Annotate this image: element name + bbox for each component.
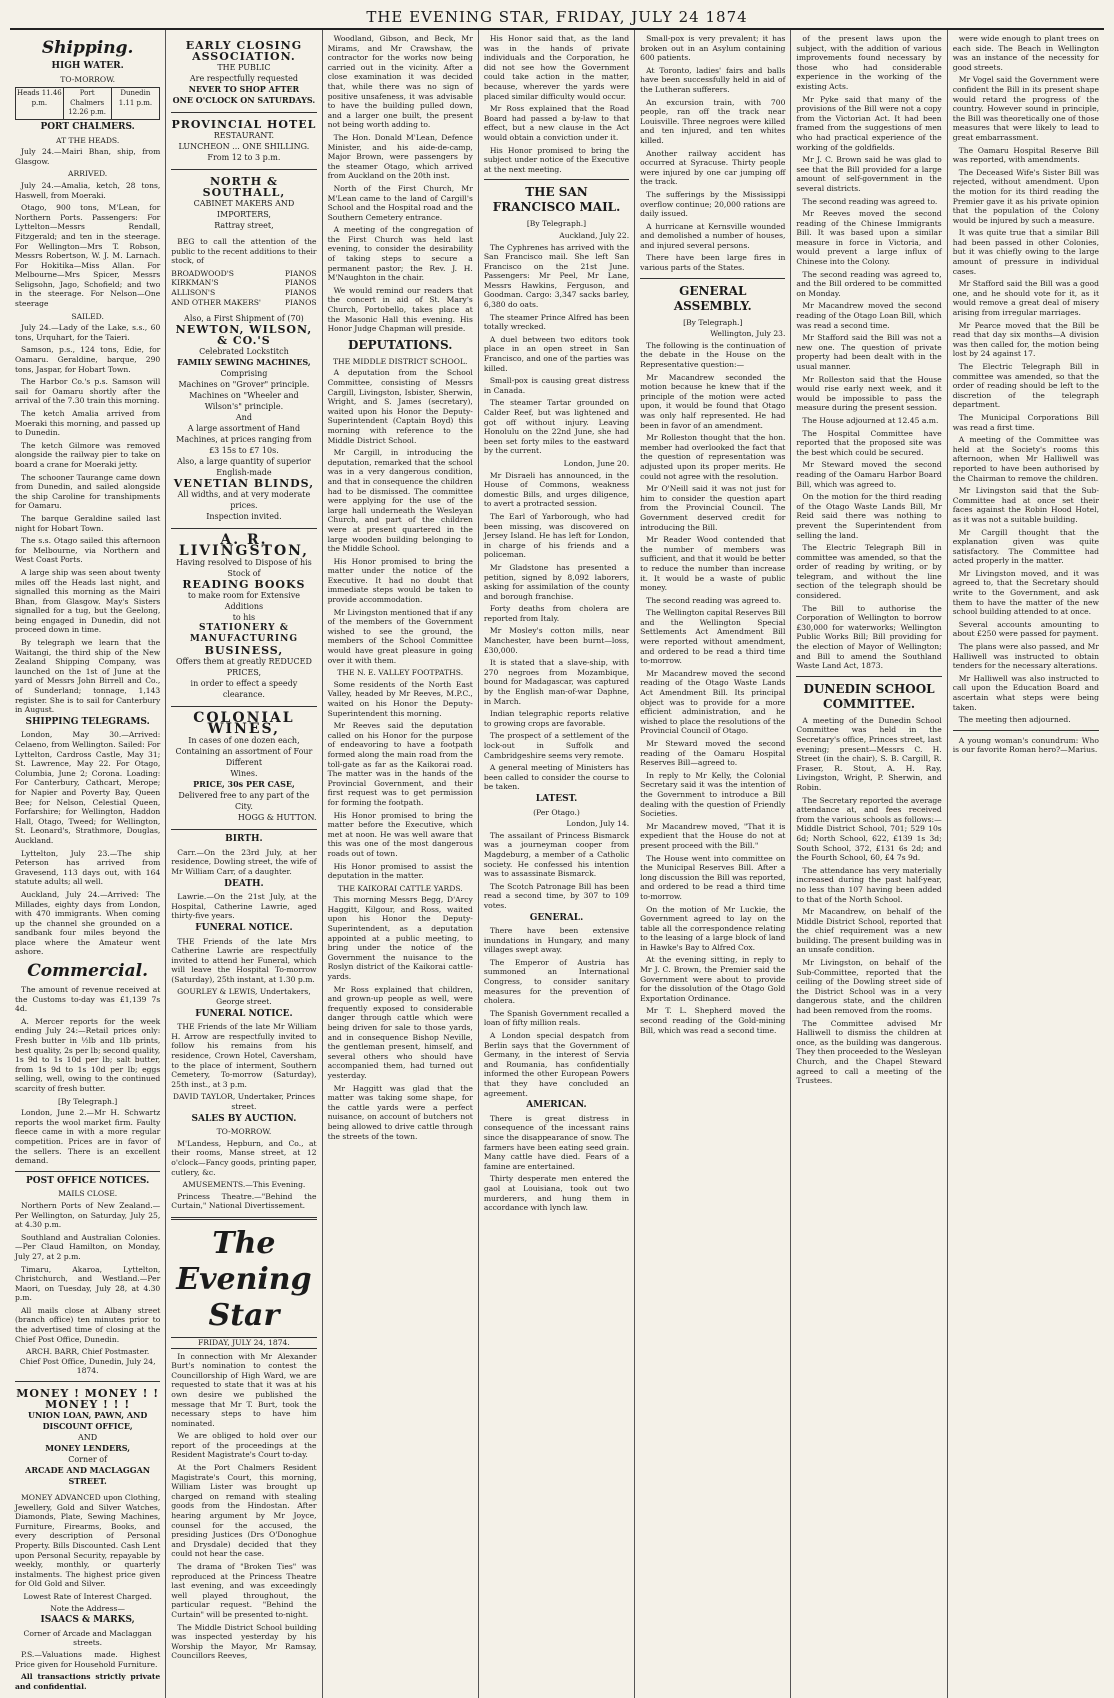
cattle-heading: THE KAIKORAI CATTLE YARDS. xyxy=(337,883,463,893)
clearance: in order to effect a speedy clearance. xyxy=(190,679,298,700)
family-machines: FAMILY SEWING MACHINES, xyxy=(177,357,311,368)
paragraph: The Wellington capital Reserves Bill and the Wellington Special Settlements Act Amendment Bill were reported without amendment, and ordered to be read a third time to-morrow. xyxy=(640,608,786,666)
assortment: A large assortment of Hand Machines, at prices ranging from £3 15s to £7 10s. xyxy=(176,424,312,456)
paragraph: His Honor promised to bring the matter under the notice of the Executive. It had no doubt that immediate steps would be taken to provide accommodation. xyxy=(327,556,473,605)
rattray: Rattray street, xyxy=(214,221,274,230)
paragraph: MONEY ADVANCED upon Clothing, Jewellery, Gold and Silver Watches, Diamonds, Plate, Sewing Machines, Furniture, Firearms, Books, and every description of Personal Property. Bills Discounted. Cash Lent upon Personal Security, repayable by weekly, monthly, or quarterly instalments. The highest price given for Old Gold and Silver. xyxy=(15,1493,161,1589)
hours: From 12 to 3 p.m. xyxy=(207,153,281,162)
paragraph: Mr Livingston, on behalf of the Sub-Committee, reported that the ceiling of the Dowling street side of the District School was in a very dangerous state, and the children had been removed from the rooms. xyxy=(796,958,942,1016)
paragraph: The sufferings by the Mississippi overflow continue; 20,000 rations are daily issued. xyxy=(640,189,786,219)
paragraph: Indian telegraphic reports relative to growing crops are favorable. xyxy=(483,709,630,728)
paragraph: July 24.—Amalia, ketch, 28 tons, Haswell, from Moeraki. xyxy=(15,180,161,200)
paragraph: Mr Steward moved the second reading of the Oamaru Hospital Reserves Bill—agreed to. xyxy=(640,739,786,768)
paragraph: The ketch Amalia arrived from Moeraki this morning, and passed up to Dunedin. xyxy=(15,409,161,438)
paragraph: It is stated that a slave-ship, with 270 negroes from Mozambique, bound for Madagascar, was captured by the English man-of-war Daphne, in March. xyxy=(483,658,630,706)
paragraph: Mr Reader Wood contended that the number of members was sufficient, and that it would be better to reduce the number than increase it. It would be a waste of public money. xyxy=(640,535,786,593)
paragraph: On the motion for the third reading of the Otago Waste Lands Bill, Mr Reid said there was nothing to prevent the Superintendent from selling the land. xyxy=(796,492,942,540)
paragraph: The second reading was agreed to. xyxy=(802,196,938,206)
paragraph: Northern Ports of New Zealand.—Per Wellington, on Saturday, July 25, at 4.30 p.m. xyxy=(15,1200,161,1230)
paragraph: London, June 2.—Mr H. Schwartz reports the wool market firm. Faulty fleece came in with a more regular competition. Prices are in favor of the sellers. There is an excellent demand. xyxy=(15,1108,161,1166)
paragraph: The Municipal Corporations Bill was read a first time. xyxy=(952,412,1099,432)
colonial-wines: COLONIAL WINES, xyxy=(193,710,295,738)
widths: All widths, and at very moderate prices. xyxy=(177,490,311,511)
amusements: AMUSEMENTS.—This Evening. xyxy=(182,1180,306,1190)
paragraph: Mr Mosley's cotton mills, near Manchester, have been burnt—loss, £30,000. xyxy=(483,626,630,655)
paragraph: of the present laws upon the subject, with the addition of various improvements found necessary by those who had considerable experience in the working of the existing Acts. xyxy=(796,34,942,91)
paragraph: Some residents of the North East Valley, headed by Mr Reeves, M.P.C., waited on his Honor the Deputy-Superintendent this morning. xyxy=(327,679,473,718)
respect: Are respectfully requested xyxy=(189,74,298,83)
tide-dunedin: Dunedin 1.11 p.m. xyxy=(118,89,153,107)
death-heading: DEATH. xyxy=(224,878,264,889)
paragraph: The Oamaru Hospital Reserve Bill was reported, with amendments. xyxy=(952,145,1099,165)
sf-mail-heading: THE SAN FRANCISCO MAIL. xyxy=(492,185,621,215)
dateline: FRIDAY, JULY 24, 1874. xyxy=(171,1337,316,1349)
paragraph: At the Port Chalmers Resident Magistrate's Court, this morning, William Lister was brought up charged on remand with stealing goods from the Hindostan. After hearing argument by Mr Joyce, counsel for the accused, the presiding Justices (Drs O'Donoghue and Drysdale) decided that they could not hear the case. xyxy=(171,1463,317,1559)
at-heads-label: AT THE HEADS. xyxy=(56,135,120,145)
paragraph: Mr Livingston moved, and it was agreed to, that the Secretary should write to the Government, and ask them to have the matter of the new school building attended to at once. xyxy=(952,568,1099,617)
paragraph: A deputation from the School Committee, consisting of Messrs Cargill, Livingston, Isbister, Sherwin, Wright, and S. James (secretary), waited upon his Honor the Deputy-Superintendent (Captain Boyd) this morning with reference to the Middle District School. xyxy=(327,368,473,445)
divider xyxy=(171,829,316,830)
valley-heading: THE N. E. VALLEY FOOTPATHS. xyxy=(337,668,464,678)
early-closing-heading: EARLY CLOSING ASSOCIATION. xyxy=(185,39,303,63)
paragraph: The attendance has very materially increased during the past half-year, no less than 107 having been added to that of the North School. xyxy=(796,865,942,904)
paragraph: The Scotch Patronage Bill has been read a second time, by 307 to 109 votes. xyxy=(483,881,630,910)
paragraph: The Spanish Government recalled a loan of fifty million reals. xyxy=(483,1008,630,1028)
committee-heading: DUNEDIN SCHOOL COMMITTEE. xyxy=(803,681,935,711)
divider xyxy=(15,1381,160,1382)
paragraph: There is great distress in consequence of the incessant rains since the disappearance of snow. The farmers have been eating seed grain. Many cattle have died. Fears of a famine are entertained. xyxy=(483,1113,630,1171)
comprising: Comprising xyxy=(220,369,268,379)
paragraph: The steamer Tartar grounded on Calder Reef, but was lightened and got off without injury. Leaving Honolulu on the 22nd June, she had been set forty miles to the eastward by the current. xyxy=(483,398,630,456)
latest-heading: LATEST. xyxy=(535,793,578,804)
paragraph: The steamer Prince Alfred has been totally wrecked. xyxy=(483,312,630,332)
paragraph: The Bill to authorise the Corporation of Wellington to borrow £30,000 for waterworks; Wellington Public Works Bill; Bill providing for the election of Mayor of Wellington; and Bill to amend the Southland Waste Land Act, 1873. xyxy=(796,603,942,671)
by-telegraph-label: [By Telegraph.] xyxy=(526,219,587,229)
paragraph: A hurricane at Kernsville wounded and demolished a number of houses, and injured several persons. xyxy=(640,221,786,250)
paragraph: The s.s. Otago sailed this afternoon for Melbourne, via Northern and West Coast Ports. xyxy=(15,536,161,565)
piano-row xyxy=(171,269,316,279)
reading-books: READING BOOKS xyxy=(182,578,306,592)
high-water-heading: HIGH WATER. xyxy=(51,61,124,71)
money-lenders: MONEY LENDERS, xyxy=(45,1443,130,1454)
paragraph: Lawrie.—On the 21st July, at the Hospital, Catherine Lawrie, aged thirty-five years. xyxy=(171,892,317,921)
early-closing-ad xyxy=(171,40,316,106)
venetian-blinds: VENETIAN BLINDS, xyxy=(173,477,315,491)
paragraph: Mr Disraeli has announced, in the House of Commons, weakness domestic Bills, and urges diligence, to avert a protracted session. xyxy=(483,470,630,509)
paragraph: The Hospital Committee have reported that the proposed site was the best which could be secured. xyxy=(796,428,942,457)
provincial-hotel: PROVINCIAL HOTEL xyxy=(171,118,317,131)
column-3 xyxy=(323,30,479,1698)
funeral-heading: FUNERAL NOTICE. xyxy=(195,922,293,933)
paragraph: A general meeting of Ministers has been called to consider the course to be taken. xyxy=(483,763,630,792)
paragraph: Woodland, Gibson, and Beck, Mr Mirams, and Mr Crawshaw, the contractor for the works now being carried out in the vicinity. After a close examination it was decided that, while there was no sign of positive unsafeness, it was advisable to have the building pulled down, and a larger one built, the present not being worth adding to. xyxy=(327,34,473,130)
paragraph: Mr Stafford said the Bill was a good one, and he should vote for it, as it would remove a great deal of misery arising from irregular marriages. xyxy=(952,279,1099,318)
paragraph: Mr Macandrew, on behalf of the Middle District School, reported that the chief requirement was a new building. The present building was in an unsafe condition. xyxy=(796,907,942,955)
by-telegraph-label: [By Telegraph.] xyxy=(683,317,743,327)
general-heading: GENERAL. xyxy=(529,912,584,923)
shipping-telegrams-heading: SHIPPING TELEGRAMS. xyxy=(25,716,150,727)
paragraph: Mr Reeves said the deputation called on his Honor for the purpose of endeavoring to have a footpath formed along the main road from the toll-gate as far as the Kaikorai road. The matter was in the hands of the Provincial Government, and their first request was to get permission for forming the footpath. xyxy=(327,721,473,807)
paragraph: The meeting then adjourned. xyxy=(958,715,1071,725)
cabinet-ad xyxy=(171,176,316,231)
paragraph: On the motion of Mr Luckie, the Government agreed to lay on the table all the correspondence relating to the leasing of a large block of land in Hawke's Bay to Alfred Cox. xyxy=(640,904,786,952)
dateline-london: London, June 20. xyxy=(563,458,630,468)
divider xyxy=(171,112,316,113)
paragraph: The second reading was agreed to. xyxy=(646,595,782,605)
paragraph: Mr Pearce moved that the Bill be read that day six months—A division was then called for, the motion being lost by 24 against 17. xyxy=(952,320,1099,359)
paragraph: BEG to call the attention of the public to the recent additions to their stock, of xyxy=(171,237,317,266)
union-loan: UNION LOAN, PAWN, AND DISCOUNT OFFICE, xyxy=(27,1410,148,1432)
paragraph: The drama of "Broken Ties" was reproduced at the Princess Theatre last evening, and was exceedingly well played throughout, the particular request. "Behind the Curtain" will be presented to-night. xyxy=(171,1562,317,1619)
masthead: THE EVENING STAR, FRIDAY, JULY 24 1874 xyxy=(10,6,1104,30)
paragraph: Mr J. C. Brown said he was glad to see that the Bill provided for a large amount of self-government in the several districts. xyxy=(796,155,942,193)
paragraph: Mr Macandrew moved, "That it is expedient that the House do not at present proceed with the Bill." xyxy=(640,821,786,850)
restaurant: RESTAURANT. xyxy=(213,131,275,140)
inspection: Inspection invited. xyxy=(206,512,282,522)
paragraph: The Secretary reported the average attendance at, and fees received from the various schools as follows:—Middle District School, 701; 529 10s 6d; North School, 622, £139 1s 3d; South School, 372, £131 6s 2d; and the Fourth School, 60, £4 7s 9d. xyxy=(796,795,942,863)
paragraph: Mr Steward moved the second reading of the Oamaru Harbor Board Bill, which was agreed to. xyxy=(796,460,942,489)
piano-name: ALLISON'S xyxy=(171,287,216,297)
paragraph: The second reading was agreed to, and the Bill ordered to be committed on Monday. xyxy=(796,269,942,298)
port-chalmers-heading: PORT CHALMERS. xyxy=(40,121,135,132)
paragraph: were wide enough to plant trees on each side. The Beach in Wellington was an instance of the necessity for good streets. xyxy=(952,34,1099,72)
paragraph: The prospect of a settlement of the lock-out in Suffolk and Cambridgeshire seems very remote. xyxy=(483,731,630,760)
delivered: Delivered free to any part of the City. xyxy=(178,791,310,812)
piano-name: AND OTHER MAKERS' xyxy=(171,297,261,307)
paragraph: It was quite true that a similar Bill had been passed in other Colonies, but it was chiefly owing to the large amount of pressure in individual cases. xyxy=(952,228,1099,276)
paragraph: Another railway accident has occurred at Syracuse. Thirty people were injured by one car jumping off the track. xyxy=(640,148,786,187)
money-heading: MONEY ! MONEY ! ! MONEY ! ! ! xyxy=(16,1387,160,1412)
piano-kind: PIANOS xyxy=(284,297,317,307)
hogg-hutton: HOGG & HUTTON. xyxy=(237,813,317,823)
paragraph: Southland and Australian Colonies.—Per Claud Hamilton, on Monday, July 27, at 2 p.m. xyxy=(15,1232,161,1261)
mails-close-label: MAILS CLOSE. xyxy=(58,1189,118,1199)
paragraph: A. Mercer reports for the week ending July 24:—Retail prices only: Fresh butter in ½lb and 1lb prints, best quality, 2s per lb; second quality, 1s 9d to 1s 10d per lb; salt butter, from 1s 9d to 1s 10d per lb; eggs selling, well, owing to the continued scarcity of fresh butter. xyxy=(15,1016,161,1093)
divider xyxy=(484,179,629,180)
the-public: THE PUBLIC xyxy=(217,63,271,72)
paragraph: Small-pox is very prevalent; it has broken out in an Asylum containing 600 patients. xyxy=(640,34,786,63)
undertaker: DAVID TAYLOR, Undertaker, Princes street. xyxy=(172,1092,315,1111)
sailed-label: SAILED. xyxy=(71,311,104,321)
paragraph: A meeting of the Committee was held at the Society's rooms this afternoon, when Mr Halliwell was reported to have been authorised by the Chairman to remove the children. xyxy=(952,435,1099,483)
paragraph: Carr.—On the 23rd July, at her residence, Dowling street, the wife of Mr William Carr, of a daughter. xyxy=(171,847,317,876)
livingston-ad xyxy=(171,532,316,700)
birth-heading: BIRTH. xyxy=(225,834,263,845)
machines: Machines on "Grover" principle. Machines on "Wheeler and Wilson's" principle. xyxy=(178,380,310,412)
paragraph: All mails close at Albany street (branch office) ten minutes prior to the advertised time of closing at the Chief Post Office, Dunedin. xyxy=(15,1305,161,1344)
paragraph: In reply to Mr Kelly, the Colonial Secretary said it was the intention of the Government to introduce a Bill dealing with the question of Friendly Societies. xyxy=(640,770,786,819)
paragraph: Princess Theatre.—"Behind the Curtain," National Divertissement. xyxy=(171,1191,317,1211)
paragraph: A young woman's conundrum: Who is our favorite Roman hero?—Marius. xyxy=(952,735,1099,755)
piano-name: BROADWOOD'S xyxy=(171,268,235,278)
paragraph: The Harbor Co.'s p.s. Samson will sail for Oamaru shortly after the arrival of the 7.30 train this morning. xyxy=(15,377,161,406)
dateline-auckland: Auckland, July 22. xyxy=(559,230,630,240)
one-dozen: In cases of one dozen each, xyxy=(188,736,300,746)
livingston-name: A. R. LIVINGSTON, xyxy=(178,532,309,560)
paragraph: Otago, 900 tons, M'Lean, for Northern Ports. Passengers: For Lyttelton—Messrs Rendall, Fitzgerald; and ten in the steerage. For Wellington—Mrs T. Robson, Messrs Robertson, W. J. M. Larnach. For Hokitika—Miss Allan. For Melbourne—Mrs Spicer, Messrs Seligsohn, Jago, Schofield; and two in the steerage. For Nelson—One steerage xyxy=(15,203,161,309)
having: Having resolved to Dispose of his xyxy=(176,558,312,568)
funeral-heading: FUNERAL NOTICE. xyxy=(195,1008,293,1019)
divider xyxy=(171,706,316,707)
paragraph: The Committee advised Mr Halliwell to dismiss the children at once, as the building was dangerous. They then proceeded to the Wesleyan Church, and the Chapel Steward agreed to call a meeting of the Trustees. xyxy=(796,1018,942,1086)
superior: Also, a large quantity of superior English-made xyxy=(176,457,311,478)
paragraph: Small-pox is causing great distress in Canada. xyxy=(483,376,630,395)
paragraph: We would remind our readers that the concert in aid of St. Mary's Church, Portobello, takes place at the Masonic Hall this evening. His Honor Judge Chapman will preside. xyxy=(327,285,473,334)
paragraph: Mr Rolleston thought that the hon. member had overlooked the fact that the question of representation was adjusted upon its proper merits. He could not agree with the resolution. xyxy=(640,433,786,481)
business: BUSINESS, xyxy=(204,644,284,658)
paragraph: Auckland, July 24.—Arrived: The Millades, eighty days from London, with 470 immigrants. When coming up the channel she grounded on a sandbank four miles beyond the place where the Amateur went ashore. xyxy=(15,889,161,957)
lowest-rate: Lowest Rate of Interest Charged. xyxy=(23,1591,152,1601)
to-his: to his xyxy=(232,613,256,623)
piano-kind: PIANOS xyxy=(284,268,317,278)
and-label: AND xyxy=(78,1433,98,1443)
newton-wilson: NEWTON, WILSON, & CO.'S xyxy=(175,323,313,348)
wines-ad xyxy=(171,710,317,823)
price: PRICE, 30s PER CASE, xyxy=(193,779,295,790)
paragraph: The House adjourned at 12.45 a.m. xyxy=(802,415,939,425)
paragraph: The House went into committee on the Municipal Reserves Bill. After a long discussion the Bill was reported, and ordered to be read a third time to-morrow. xyxy=(640,853,786,901)
piano-row xyxy=(171,298,316,308)
column-1 xyxy=(10,30,166,1698)
divider xyxy=(171,528,316,529)
paragraph: P.S.—Valuations made. Highest Price given for Household Furniture. xyxy=(15,1649,161,1669)
piano-row xyxy=(171,288,316,298)
arcade-street: ARCADE AND MACLAGGAN STREET. xyxy=(25,1465,151,1487)
hotel-ad xyxy=(171,119,316,163)
tomorrow-label: TO-MORROW. xyxy=(60,74,115,84)
paragraph: The Deceased Wife's Sister Bill was rejected, without amendment. Upon the motion for its third reading the Premier gave it as his private opinion that the population of the Colony would be injured by such a measure. xyxy=(952,167,1099,225)
paragraph: The Middle District School building was inspected yesterday by his Worship the Mayor, Mr Ramsay, Councillors Reeves, xyxy=(171,1622,317,1661)
paragraph: July 24.—Mairi Bhan, ship, from Glasgow. xyxy=(15,147,161,166)
paragraph: Timaru, Akaroa, Lyttelton, Christchurch, and Westland.—Per Maori, on Tuesday, July 28, at 4.30 p.m. xyxy=(15,1264,161,1303)
paragraph: Mr Rolleston said that the House would rise early next week, and it would be impossible to pass the measure during the present session. xyxy=(796,374,942,413)
wines: Wines. xyxy=(230,769,258,779)
tide-heads: Heads 11.46 p.m. xyxy=(16,88,64,119)
paragraph: There have been extensive inundations in Hungary, and many villages swept away. xyxy=(483,926,630,955)
divider xyxy=(640,278,785,279)
column-4 xyxy=(479,30,635,1698)
paragraph: The assailant of Princess Bismarck was a journeyman cooper from Magdeburg, a member of a Catholic society. He confessed his intention was to assassinate Bismarck. xyxy=(483,830,630,879)
piano-kind: PIANOS xyxy=(284,287,317,297)
paragraph: THE Friends of the late Mr William H. Arrow are respectfully invited to follow his remains from his residence, Crown Hotel, Caversham, to the place of interment, Southern Cemetery, To-morrow (Saturday), 25th inst., at 3 p.m. xyxy=(171,1022,317,1089)
paragraph: At the evening sitting, in reply to Mr J. C. Brown, the Premier said the Government were about to provide for the dissolution of the Otago Gold Exportation Ordinance. xyxy=(640,955,786,1003)
stationery: STATIONERY & MANUFACTURING xyxy=(189,623,299,645)
paragraph: In connection with Mr Alexander Burt's nomination to contest the Councillorship of High Ward, we are requested to state that it was at his own desire we published the message that Mr T. Burt, took the necessary steps to have him nominated. xyxy=(171,1351,317,1428)
paragraph: At Toronto, ladies' fairs and balls have been successfully held in aid of the Lutheran sufferers. xyxy=(640,65,786,94)
paragraph: His Honor said that, as the land was in the hands of private individuals and the Corporation, he did not see how the Government could take action in the matter, because, wherever the yards were placed similar difficulty would occur. xyxy=(483,34,630,101)
paragraph: The Cyphrenes has arrived with the San Francisco mail. She left San Francisco on the 21st June. Passengers: Mr Peel, Mr Lane, Messrs Hawkins, Ferguson, and Goodman. Cargo: 3,347 sacks barley, 6,380 do oats. xyxy=(483,242,630,310)
paragraph: Mr Livingston mentioned that if any of the members of the Government wished to see the ground, the members of the School Committee would have great pleasure in going over it with them. xyxy=(327,607,473,665)
paragraph: Mr Reeves moved the second reading of the Chinese Immigrants Bill. It was based upon a similar measure in force in Victoria, and would prevent a large influx of Chinese into the Colony. xyxy=(796,209,942,267)
one-oclock: ONE O'CLOCK ON SATURDAYS. xyxy=(172,95,316,105)
shipping-heading: Shipping. xyxy=(41,38,134,58)
offers: Offers them at greatly REDUCED PRICES, xyxy=(175,657,312,678)
paragraph: Mr Livingston said that the Sub-Committee had at once set their faces against the Robin Hood Hotel, as it was not a suitable building. xyxy=(952,486,1099,524)
and-label: And xyxy=(235,413,252,423)
divider xyxy=(15,1171,160,1172)
column-2 xyxy=(166,30,322,1698)
piano-name: KIRKMAN'S xyxy=(171,278,219,288)
paragraph: Samson, p.s., 124 tons, Edie, for Oamaru. Geraldine, barque, 290 tons, Jaspar, for Hobart Town. xyxy=(15,345,161,374)
paragraph: The amount of revenue received at the Customs to-day was £1,139 7s 4d. xyxy=(15,985,161,1014)
isaacs-marks: ISAACS & MARKS, xyxy=(40,1615,135,1626)
undertaker: GOURLEY & LEWIS, Undertakers, George street. xyxy=(177,987,311,1007)
paragraph: A duel between two editors took place in an open street in San Francisco, and one of the parties was killed. xyxy=(483,334,630,373)
paragraph: The plans were also passed, and Mr Halliwell was instructed to obtain tenders for the necessary alterations. xyxy=(952,642,1099,671)
paragraph: Mr Vogel said the Government were confident the Bill in its present shape would retard the progress of the country. However sound in principle, the Bill was theoretically one of those measures that were likely to lead to great embarrassment. xyxy=(952,75,1099,142)
assembly-heading: GENERAL ASSEMBLY. xyxy=(673,283,752,313)
piano-row xyxy=(171,278,316,288)
paragraph: The following is the continuation of the debate in the House on the Representative question:— xyxy=(640,340,786,370)
room: to make room for Extensive Additions xyxy=(187,591,300,612)
paragraph: Several accounts amounting to about £250 were passed for payment. xyxy=(952,619,1099,639)
paragraph: The Emperor of Austria has summoned an International Congress, to consider sanitary measures for the prevention of cholera. xyxy=(483,957,630,1006)
per-otago: (Per Otago.) xyxy=(533,807,580,817)
paragraph: Mr Haggitt was glad that the matter was taking some shape, for the cattle yards were a perfect nuisance, on account of butchers not being allowed to drive cattle through the streets of the town. xyxy=(327,1083,473,1141)
paragraph: There have been large fires in various parts of the States. xyxy=(640,253,786,273)
paragraph: Mr Macandrew moved the second reading of the Otago Loan Bill, which was read a second time. xyxy=(796,301,942,330)
paragraph: The Electric Telegraph Bill in committee was amended, so that the order of reading by writing, or by telegram, and without the line section of the telegraph should be considered. xyxy=(796,543,942,601)
sales-heading: SALES BY AUCTION. xyxy=(191,1113,297,1124)
paragraph: July 24.—Lady of the Lake, s.s., 60 tons, Urquhart, for the Taieri. xyxy=(15,323,161,342)
stock-of: Stock of xyxy=(227,569,261,579)
paragraph: A meeting of the Dunedin School Committee was held in the Secretary's office, Princes street, last evening; present—Messrs C. H. Street (in the chair), S. B. Cargill, R. Fraser, R. Stout, A. H. Ray, Livingston, Wright, P. Sherwin, and Robin. xyxy=(796,715,942,792)
paragraph: The Hon. Donald M'Lean, Defence Minister, and his aide-de-camp, Major Brown, were passengers by the steamer Otago, which arrived from Auckland on the 20th inst. xyxy=(327,132,473,181)
post-office-heading: POST OFFICE NOTICES. xyxy=(26,1175,150,1186)
corner-address: Corner of Arcade and Maclaggan streets. xyxy=(23,1628,152,1648)
paragraph: All transactions strictly private and confidential. xyxy=(15,1672,161,1691)
paragraph: Mr T. L. Shepherd moved the second reading of the Gold-mining Bill, which was read a second time. xyxy=(640,1006,786,1035)
never-shop: NEVER TO SHOP AFTER xyxy=(188,84,300,94)
by-telegraph-label: [By Telegraph.] xyxy=(57,1096,118,1106)
paragraph: Mr Macandrew moved the second reading of the Otago Waste Lands Act Amendment Bill. Its principal object was to provide for a more efficient administration, and he wished to place the resolutions of the Provincial Council of Otago. xyxy=(640,668,786,736)
paragraph: This morning Messrs Begg, D'Arcy Haggitt, Kilgour, and Ross, waited upon his Honor the Deputy-Superintendent, as a deputation appointed at a public meeting, to bring under the notice of the Government the nuisance to the Roslyn district of the Kaikorai cattle-yards. xyxy=(327,895,473,982)
paragraph: Mr Macandrew seconded the motion because he knew that if the principle of the motion were acted upon, it would be found that Otago was only half represented. He had been in favor of an amendment. xyxy=(640,372,786,430)
paragraph: Mr Pyke said that many of the provisions of the Bill were not a copy from the Victorian Act. It had been framed from the suggestions of men who had practical experience of the working of the goldfields. xyxy=(796,94,942,152)
arrived-label: ARRIVED. xyxy=(68,169,108,179)
divider xyxy=(171,1217,316,1220)
column-5 xyxy=(635,30,791,1698)
corner-of: Corner of xyxy=(68,1455,108,1465)
american-heading: AMERICAN. xyxy=(526,1100,587,1111)
tide-table xyxy=(15,87,160,120)
paragraph: The ketch Gilmore was removed alongside the railway pier to take on board a crane for Moeraki jetty. xyxy=(15,440,161,469)
paragraph: By telegraph we learn that the Waitangi, the third ship of the New Zealand Shipping Company, was launched on the 1st of June at the yard of Messrs John Birrell and Co., of Sunderland; tonnage, 1,143 register. She is to sail for Canterbury in August. xyxy=(15,638,161,715)
tide-port-chalmers: Port Chalmers 12.26 p.m. xyxy=(64,88,112,119)
paragraph: North of the First Church, Mr M'Lean came to the land of Cargill's School and the Hospital road and the Southern Cemetery entrance. xyxy=(327,183,473,222)
paragraph: Mr Stafford said the Bill was not a new one. The question of private property had been dealt with in the usual manner. xyxy=(796,333,942,371)
paragraph: The Electric Telegraph Bill in committee was amended, so that the order of reading should be left to the discretion of the telegraph department. xyxy=(952,362,1099,410)
paragraph: A meeting of the congregation of the First Church was held last evening, to consider the desirability of taking steps to secure a permanent pastor; the Rev. J. H. M'Naughton in the chair. xyxy=(327,225,473,283)
paragraph: THE Friends of the late Mrs Catherine Lawrie are respectfully invited to attend her Funeral, which will leave the Hospital To-morrow (Saturday), 25th instant, at 1.30 p.m. xyxy=(171,936,317,984)
paragraph: The barque Geraldine sailed last night for Hobart Town. xyxy=(15,513,161,533)
tomorrow-label: TO-MORROW. xyxy=(216,1127,272,1137)
postmaster-signature: ARCH. BARR, Chief Postmaster. Chief Post Office, Dunedin, July 24, 1874. xyxy=(19,1347,156,1376)
paragraph: We are obliged to hold over our report of the proceedings at the Resident Magistrate's Court to-day. xyxy=(171,1431,317,1460)
paragraph: Mr Cargill, in introducing the deputation, remarked that the school was in a very dangerous condition, and that in consequence the children had to be dismissed. The committee were applying for the use of the large hall underneath the Wesleyan Church, and part of the children were at present quartered in the large wooden building belonging to the Middle School. xyxy=(327,448,473,554)
paragraph: Mr Ross explained that the Road Board had passed a by-law to that effect, but a new clause in the Act would obtain a conviction under it. xyxy=(483,104,630,142)
column-6 xyxy=(791,30,947,1698)
paragraph: An excursion train, with 700 people, ran off the track near Louisville. Three negroes were killed and ten injured, and ten whites killed. xyxy=(640,97,786,145)
paragraph: Thirty desperate men entered the gaol at Louisiana, took out two murderers, and hung them in accordance with lynch law. xyxy=(483,1174,630,1213)
divider xyxy=(953,730,1099,731)
columns xyxy=(10,30,1104,1691)
paragraph: A large ship was seen about twenty miles off the Heads last night, and signalled this morning as the Mairi Bhan, from Glasgow. May's Sisters signalled for a tug, but the Geelong, being engaged in Dunedin, did not proceed down in time. xyxy=(15,567,161,635)
paragraph: The Earl of Yarborough, who had been missing, was discovered on Jersey Island. He has left for London, in charge of his friends and a policeman. xyxy=(483,511,630,560)
divider xyxy=(171,169,316,170)
deputations-heading: DEPUTATIONS. xyxy=(348,337,453,352)
harmoniums: Also, a First Shipment of (70) xyxy=(184,314,304,324)
paragraph: Forty deaths from cholera are reported from Italy. xyxy=(483,604,630,623)
paragraph: His Honor promised to bring the subject under notice of the Executive at the next meeting. xyxy=(483,145,630,174)
north-south: NORTH & SOUTHALL, xyxy=(202,175,286,199)
paragraph: Mr Cargill thought that the explanation given was quite satisfactory. The Committee had acted properly in the matter. xyxy=(952,527,1099,566)
paragraph: A London special despatch from Berlin says that the Government of Germany, in the interest of Servia and Roumania, has confidentially informed the other European Powers that they have concluded an agreement. xyxy=(483,1031,630,1098)
column-7 xyxy=(948,30,1104,1698)
cabinet: CABINET MAKERS AND IMPORTERS, xyxy=(193,199,295,219)
paragraph: London, May 30.—Arrived: Celaeno, from Wellington. Sailed: For Lyttelton, Cardross Castle, May 31; St. Lawrence, May 22. For Otago, Columbia, June 2; Corona. Loading: For Canterbury, Cathcart, Merope; for Napier and Poverty Bay, Queen Bee; for Nelson, Celestial Queen, Forfarshire; for Wellington, Haddon Hall, Otago, Tweed; for Wellington, St. Leonard's, Strathmore, Douglas, Auckland. xyxy=(15,730,161,845)
middle-school-heading: THE MIDDLE DISTRICT SCHOOL. xyxy=(332,356,468,366)
paragraph: Mr Gladstone has presented a petition, signed by 8,092 laborers, asking for assimilation of the county and borough franchise. xyxy=(483,562,630,601)
celebrated: Celebrated Lockstitch xyxy=(199,347,289,357)
sewing-ad xyxy=(171,313,316,522)
paragraph: M'Landess, Hepburn, and Co., at their rooms, Manse street, at 12 o'clock—Fancy goods, printing paper, cutlery, &c. xyxy=(171,1138,317,1177)
paragraph: Mr Ross explained that children, and grown-up people as well, were frequently exposed to considerable danger through cattle which were being driven for sale to those yards, and in consequence Bishop Neville, the gentleman present, himself, and several others who should have accompanied them, had turned out yesterday. xyxy=(327,984,473,1080)
newspaper-title: The Evening Star xyxy=(176,1225,312,1333)
paragraph: His Honor promised to bring the matter before the Executive, which met at noon. He was well aware that this was one of the most dangerous roads out of town. xyxy=(327,810,473,858)
containing: Containing an assortment of Four Different xyxy=(175,747,313,768)
address-note: Note the Address— xyxy=(50,1603,126,1613)
luncheon: LUNCHEON ... ONE SHILLING. xyxy=(178,142,310,151)
paragraph: Lyttelton, July 23.—The ship Peterson has arrived from Gravesend, 113 days out, with 164 statute adults; all well. xyxy=(15,848,161,887)
dateline-london: London, July 14. xyxy=(566,819,630,829)
paragraph: His Honor promised to assist the deputation in the matter. xyxy=(327,861,473,881)
dateline-wellington: Wellington, July 23. xyxy=(710,329,786,339)
divider xyxy=(796,676,941,677)
paragraph: Mr Halliwell was also instructed to call upon the Education Board and ascertain what steps were being taken. xyxy=(952,673,1099,712)
commercial-heading: Commercial. xyxy=(27,961,149,982)
piano-kind: PIANOS xyxy=(284,278,317,288)
paragraph: Mr O'Neill said it was not just for him to consider the question apart from the Provincial Council. The Government deserved credit for introducing the Bill. xyxy=(640,484,786,532)
paragraph: The schooner Taurange came down from Dunedin, and sailed alongside the ship Caroline for transhipments for Oamaru. xyxy=(15,472,161,511)
loan-office-ad xyxy=(15,1388,160,1487)
